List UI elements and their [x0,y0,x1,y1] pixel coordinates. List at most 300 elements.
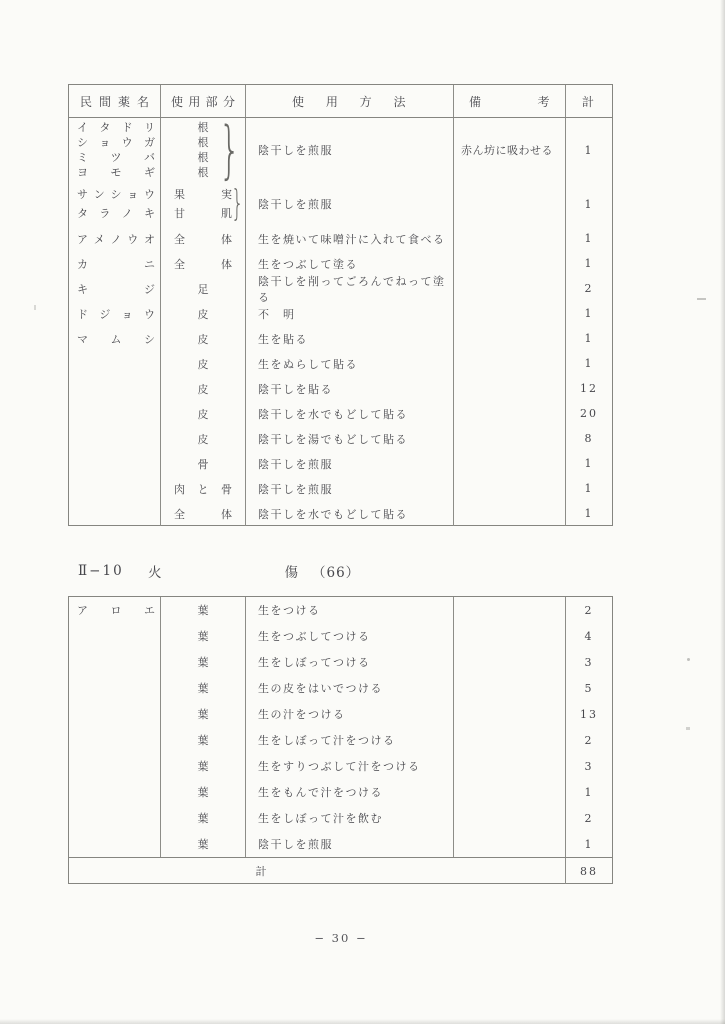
char: ジ [144,282,155,296]
char: 葉 [197,760,209,773]
total-label: 計 [255,865,268,878]
remarks [454,805,566,831]
header-cell-usage-method [246,85,454,117]
name-cell [69,805,161,831]
char: 体 [221,507,232,521]
remarks [454,182,566,226]
usage-method: 陰干しを貼る [246,376,454,401]
table-row [69,376,612,401]
used-part [161,406,245,422]
name-cell [69,182,161,226]
table-row [69,805,612,831]
char: 体 [221,232,232,246]
char: 傷 [284,565,298,581]
usage-method: 陰干しを煎服 [246,451,454,476]
table-row [69,451,612,476]
table-row [69,753,612,779]
part-cell [161,351,246,376]
page-edge-shadow [720,0,725,1024]
usage-method: 陰干しを煎服 [246,118,454,182]
table-row [69,326,612,351]
name-cell [69,351,161,376]
section-title [148,561,298,581]
header-cell-remarks [454,85,566,117]
table-row [69,351,612,376]
part-cell [161,476,246,501]
remarks [454,675,566,701]
header-cell-folk-medicine-name [69,85,161,117]
usage-method: 陰干しを湯でもどして貼る [246,426,454,451]
total-value: 88 [580,864,598,878]
table-row [69,675,612,701]
char: ツ [110,151,122,164]
char: ム [110,332,122,346]
char: 根 [197,151,209,164]
used-part [161,506,245,522]
remarks [454,351,566,376]
count: 12 [580,382,598,395]
header-label [246,93,453,110]
char: ミ [77,151,88,164]
used-part [161,231,245,247]
section-number: Ⅱ−10 [78,563,124,579]
total-row [69,857,612,884]
char: リ [143,121,155,134]
usage-method: 生の汁をつける [246,701,454,727]
folk-medicine-name [69,331,160,347]
char: キ [77,282,88,296]
table-row [69,623,612,649]
count: 1 [584,307,594,320]
char: 体 [221,257,232,271]
used-part [161,758,245,774]
char: 薬 [117,94,130,109]
char: タ [99,121,111,134]
folk-medicine-name [69,306,160,322]
usage-method: 陰干しを煎服 [246,476,454,501]
part-cell [161,401,246,426]
char: 皮 [197,432,209,446]
part-cell [161,301,246,326]
count: 1 [584,482,594,495]
count: 20 [580,407,598,420]
remarks [454,476,566,501]
count: 1 [584,837,594,851]
name-cell [69,501,161,526]
remarks: 赤ん坊に吸わせる [454,118,566,182]
header-label [454,93,565,110]
table-row [69,501,612,526]
char: ウ [121,136,133,149]
used-part [161,784,245,800]
name-cell [69,401,161,426]
table-row [69,779,612,805]
usage-method: 生をつぶして塗る [246,251,454,276]
char: 葉 [197,786,209,799]
remarks [454,753,566,779]
table2-body [69,597,612,857]
used-part [161,331,245,347]
char: 火 [148,565,162,581]
section-heading [78,561,360,581]
char: と [197,482,209,496]
char: 葉 [197,708,209,721]
part-cell [161,501,246,526]
char: 根 [197,121,209,134]
count: 1 [584,457,594,470]
char: オ [144,232,155,246]
char: 皮 [197,307,209,321]
count: 2 [584,282,594,295]
char: 骨 [221,482,232,496]
usage-method: 陰干しを削ってごろんでねって塗る [246,276,454,301]
part-cell [161,226,246,251]
char: ジ [99,307,111,321]
usage-method: 生をぬらして貼る [246,351,454,376]
scan-speck [697,298,706,300]
char: 葉 [197,604,209,617]
part-cell [161,623,246,649]
char: イ [77,121,88,134]
part-cell [161,805,246,831]
usage-method: 生をしぼってつける [246,649,454,675]
char: 考 [537,94,550,109]
folk-medicine-name [69,256,160,272]
used-part [161,356,245,372]
remarks [454,376,566,401]
used-part [161,281,245,297]
name-cell [69,675,161,701]
count: 3 [584,655,594,669]
char: 葉 [197,812,209,825]
table-header-row [69,85,612,118]
remarks [454,401,566,426]
char: 足 [197,282,209,296]
char: ョ [127,188,139,201]
remarks [454,301,566,326]
char: ョ [99,136,111,149]
usage-method: 生をつける [246,597,454,623]
usage-method: 生をしぼって汁を飲む [246,805,454,831]
folk-medicine-name [69,281,160,297]
usage-method: 生をすりつぶして汁をつける [246,753,454,779]
char: 皮 [197,407,209,421]
char: 計 [581,94,596,109]
part-cell [161,831,246,857]
used-part [161,628,245,644]
part-cell [161,113,246,186]
remarks [454,326,566,351]
usage-method: 不 明 [246,301,454,326]
usage-method: 生を焼いて味噌汁に入れて食べる [246,226,454,251]
part-cell [161,376,246,401]
name-cell [69,118,161,182]
name-cell [69,831,161,857]
name-cell [69,779,161,805]
table-row [69,401,612,426]
table-row [69,649,612,675]
section-count: （66） [312,565,361,581]
folk-medicine-name [69,135,160,150]
usage-method: 陰干しを煎服 [246,182,454,226]
table-row [69,301,612,326]
remarks [454,451,566,476]
char: 全 [174,507,185,521]
used-part [161,306,245,322]
folk-medicine-name [69,231,160,247]
char: 分 [222,94,235,109]
part-cell [161,649,246,675]
name-cell [69,326,161,351]
char: ド [121,121,133,134]
usage-method: 生をつぶしてつける [246,623,454,649]
brace-icon: } [218,113,241,186]
name-cell [69,623,161,649]
part-cell [161,597,246,623]
folk-medicine-name [69,185,160,204]
char: シ [144,332,155,346]
char: キ [143,207,155,220]
count: 1 [584,357,594,370]
count: 1 [584,232,594,245]
count: 5 [584,681,594,695]
char: 部 [205,94,218,109]
char: 使 [292,94,306,109]
table1-body [69,113,612,526]
count: 2 [584,733,594,747]
scan-speck [687,658,690,661]
char: 用 [188,94,201,109]
char: シ [110,188,122,201]
char: エ [144,604,155,617]
char: ウ [143,307,155,321]
count: 1 [584,197,594,211]
char: ロ [110,604,122,617]
usage-method: 生をもんで汁をつける [246,779,454,805]
remarks [454,226,566,251]
used-part [161,256,245,272]
used-part [161,602,245,618]
char: ノ [121,207,133,220]
table-row [69,831,612,857]
folk-medicine-table-upper [68,84,613,526]
folk-medicine-table-burns [68,596,613,884]
count: 1 [584,332,594,345]
char: バ [144,151,155,164]
folk-medicine-name [69,165,160,180]
remarks [454,501,566,526]
char: 葉 [197,734,209,747]
scan-speck [686,727,690,730]
char: 皮 [197,332,209,346]
part-cell [161,701,246,727]
char: サ [77,188,88,201]
count: 3 [584,759,594,773]
part-cell [161,326,246,351]
char: 葉 [197,838,209,851]
folk-medicine-name [69,150,160,165]
char: 法 [393,94,407,109]
char: カ [77,257,88,271]
brace-icon: } [231,183,244,224]
part-cell [161,426,246,451]
part-cell [161,451,246,476]
char: 葉 [197,682,209,695]
name-cell [69,597,161,623]
char: ラ [99,207,111,220]
char: 根 [197,136,209,149]
used-part [161,381,245,397]
header-label [69,93,160,110]
char: ニ [144,257,155,271]
folk-medicine-name [69,204,160,223]
header-label [161,93,245,110]
used-part [161,431,245,447]
name-cell [69,753,161,779]
char: ン [93,188,105,201]
char: 方 [359,94,374,109]
remarks [454,779,566,805]
table-row [69,597,612,623]
used-part [161,732,245,748]
usage-method: 陰干しを水でもどして貼る [246,401,454,426]
usage-method: 陰干しを煎服 [246,831,454,857]
part-cell [161,675,246,701]
table-row [69,113,612,186]
char: ア [77,232,88,246]
name-cell [69,727,161,753]
remarks [454,623,566,649]
count: 1 [584,257,594,270]
name-cell [69,426,161,451]
page-edge-shadow [0,1019,725,1024]
usage-method: 生の皮をはいでつける [246,675,454,701]
char: 甘 [174,207,185,220]
remarks [454,649,566,675]
header-label [566,93,612,110]
count: 2 [584,811,594,825]
char: 葉 [197,656,209,669]
char: ド [77,307,88,321]
char: 葉 [197,630,209,643]
part-cell [161,753,246,779]
header-cell-total [566,85,612,117]
name-cell [69,701,161,727]
char: 使 [171,94,184,109]
char: ウ [127,232,139,246]
name-cell [69,649,161,675]
char: 果 [174,188,185,201]
name-cell [69,451,161,476]
count: 4 [584,629,594,643]
char: ウ [144,188,155,201]
scan-speck [34,305,36,310]
char: 実 [221,188,232,201]
used-part [161,481,245,497]
name-cell [69,251,161,276]
folk-medicine-name [69,602,160,618]
usage-method: 生をしぼって汁をつける [246,727,454,753]
char: タ [77,207,88,220]
char: 皮 [197,382,209,396]
char: 民 [80,94,93,109]
count: 13 [580,707,598,721]
table-row [69,226,612,251]
name-cell [69,376,161,401]
char: 骨 [197,457,209,471]
char: モ [110,166,122,179]
char: ギ [144,166,155,179]
part-cell [161,251,246,276]
char: ノ [110,232,122,246]
table-row [69,182,612,226]
char: 肉 [174,482,185,496]
part-cell [161,276,246,301]
char: 間 [98,94,111,109]
table-row [69,476,612,501]
used-part [161,680,245,696]
remarks [454,251,566,276]
char: 全 [174,232,185,246]
used-part [161,706,245,722]
char: ア [77,604,88,617]
char: 名 [136,94,149,109]
name-cell [69,276,161,301]
char: メ [93,232,105,246]
count: 1 [584,785,594,799]
char: シ [77,136,88,149]
name-cell [69,476,161,501]
count: 2 [584,603,594,617]
count: 8 [584,432,594,445]
usage-method: 生を貼る [246,326,454,351]
table-row [69,701,612,727]
char: ョ [121,307,133,321]
count: 1 [584,507,594,520]
folk-medicine-name [69,120,160,135]
char: 皮 [197,357,209,371]
char: 全 [174,257,185,271]
total-label-cell [69,858,566,884]
table-row [69,727,612,753]
remarks [454,597,566,623]
char: 根 [197,166,209,179]
page-number: − 30 − [314,931,368,945]
remarks [454,727,566,753]
part-cell [161,727,246,753]
name-cell [69,226,161,251]
char: マ [77,332,88,346]
usage-method: 陰干しを水でもどして貼る [246,501,454,526]
char: ヨ [77,166,88,179]
remarks [454,276,566,301]
count: 1 [584,143,594,157]
remarks [454,831,566,857]
used-part [161,810,245,826]
char: ガ [143,136,155,149]
char: 肌 [221,207,232,220]
part-cell [161,779,246,805]
remarks [454,426,566,451]
remarks [454,701,566,727]
char: 備 [469,94,482,109]
used-part [161,836,245,852]
table-row [69,426,612,451]
used-part [161,456,245,472]
used-part [161,654,245,670]
char: 用 [325,94,340,109]
name-cell [69,301,161,326]
